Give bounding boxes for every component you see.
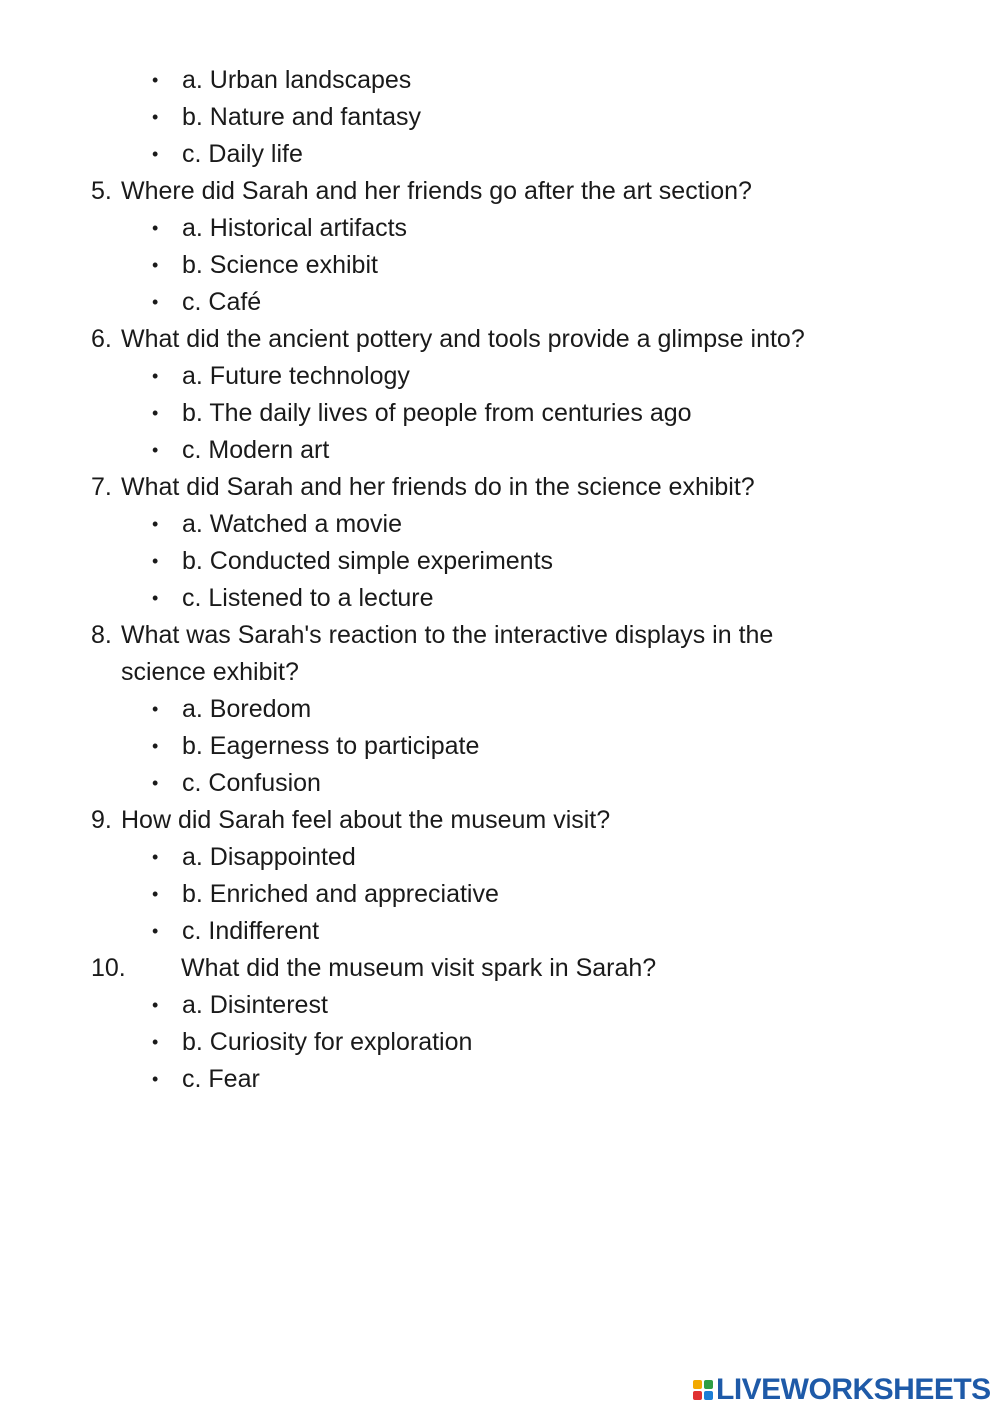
option-text: c. Confusion: [182, 769, 321, 797]
answer-option: [0, 765, 1000, 802]
answer-option: [0, 62, 1000, 99]
option-text: c. Indifferent: [182, 917, 320, 945]
logo-mark-square: [693, 1380, 702, 1389]
answer-option: [0, 432, 1000, 469]
bullet-icon: •: [152, 995, 159, 1015]
option-text: b. Science exhibit: [182, 251, 378, 279]
option-text: c. Listened to a lecture: [182, 584, 434, 612]
bullet-icon: •: [152, 921, 159, 941]
answer-option: [0, 136, 1000, 173]
option-text: a. Disinterest: [182, 991, 328, 1019]
bullet-icon: •: [152, 699, 159, 719]
question-text: What did Sarah and her friends do in the science exhibit?: [121, 473, 755, 501]
option-text: a. Boredom: [182, 695, 312, 723]
option-text: c. Daily life: [182, 140, 303, 168]
question-text: What was Sarah's reaction to the interactive displays in the: [121, 621, 774, 649]
question-item: [0, 617, 1000, 654]
question-item: [0, 802, 1000, 839]
option-text: a. Future technology: [182, 362, 410, 390]
bullet-icon: •: [152, 588, 159, 608]
bullet-icon: •: [152, 366, 159, 386]
bullet-icon: •: [152, 736, 159, 756]
answer-option: [0, 1024, 1000, 1061]
logo-mark-icon: [693, 1380, 713, 1400]
answer-option: [0, 728, 1000, 765]
answer-option: [0, 1061, 1000, 1098]
question-number: 7.: [91, 473, 112, 501]
bullet-icon: •: [152, 773, 159, 793]
question-item: [0, 173, 1000, 210]
answer-option: [0, 247, 1000, 284]
option-text: c. Fear: [182, 1065, 260, 1093]
logo-mark-square: [693, 1391, 702, 1400]
answer-option: [0, 210, 1000, 247]
answer-option: [0, 99, 1000, 136]
question-text: What did the ancient pottery and tools provide a glimpse into?: [121, 325, 805, 353]
option-text: b. Eagerness to participate: [182, 732, 480, 760]
question-item: [0, 321, 1000, 358]
bullet-icon: •: [152, 884, 159, 904]
bullet-icon: •: [152, 551, 159, 571]
option-text: c. Modern art: [182, 436, 330, 464]
logo-text: LIVEWORKSHEETS: [716, 1373, 991, 1406]
question-number: 5.: [91, 177, 112, 205]
answer-option: [0, 284, 1000, 321]
answer-option: [0, 506, 1000, 543]
bullet-icon: •: [152, 218, 159, 238]
answer-option: [0, 580, 1000, 617]
question-number: 8.: [91, 621, 112, 649]
answer-option: [0, 358, 1000, 395]
worksheet-questions: [0, 62, 1000, 1098]
bullet-icon: •: [152, 107, 159, 127]
bullet-icon: •: [152, 144, 159, 164]
logo-mark-square: [704, 1391, 713, 1400]
bullet-icon: •: [152, 70, 159, 90]
question-item: [0, 469, 1000, 506]
question-text: How did Sarah feel about the museum visit?: [121, 806, 611, 834]
answer-option: [0, 987, 1000, 1024]
bullet-icon: •: [152, 403, 159, 423]
bullet-icon: •: [152, 1069, 159, 1089]
option-text: b. Conducted simple experiments: [182, 547, 554, 575]
question-number: 9.: [91, 806, 112, 834]
answer-option: [0, 395, 1000, 432]
bullet-icon: •: [152, 292, 159, 312]
question-number: 6.: [91, 325, 112, 353]
option-text: c. Café: [182, 288, 262, 316]
answer-option: [0, 543, 1000, 580]
question-text: What did the museum visit spark in Sarah?: [181, 954, 657, 982]
answer-option: [0, 876, 1000, 913]
option-text: a. Watched a movie: [182, 510, 403, 538]
answer-option: [0, 913, 1000, 950]
liveworksheets-logo: [693, 1372, 991, 1408]
question-number: 10.: [91, 954, 126, 982]
option-text: b. The daily lives of people from centuries ago: [182, 399, 692, 427]
bullet-icon: •: [152, 514, 159, 534]
bullet-icon: •: [152, 255, 159, 275]
question-item: [0, 950, 1000, 987]
answer-option: [0, 691, 1000, 728]
option-text: b. Enriched and appreciative: [182, 880, 499, 908]
question-text: science exhibit?: [121, 658, 299, 686]
answer-option: [0, 839, 1000, 876]
question-text: Where did Sarah and her friends go after the art section?: [121, 177, 752, 205]
option-text: a. Urban landscapes: [182, 66, 412, 94]
bullet-icon: •: [152, 440, 159, 460]
question-text-continuation: [0, 654, 1000, 691]
option-text: a. Historical artifacts: [182, 214, 408, 242]
option-text: a. Disappointed: [182, 843, 356, 871]
bullet-icon: •: [152, 847, 159, 867]
option-text: b. Nature and fantasy: [182, 103, 422, 131]
option-text: b. Curiosity for exploration: [182, 1028, 473, 1056]
bullet-icon: •: [152, 1032, 159, 1052]
logo-mark-square: [704, 1380, 713, 1389]
